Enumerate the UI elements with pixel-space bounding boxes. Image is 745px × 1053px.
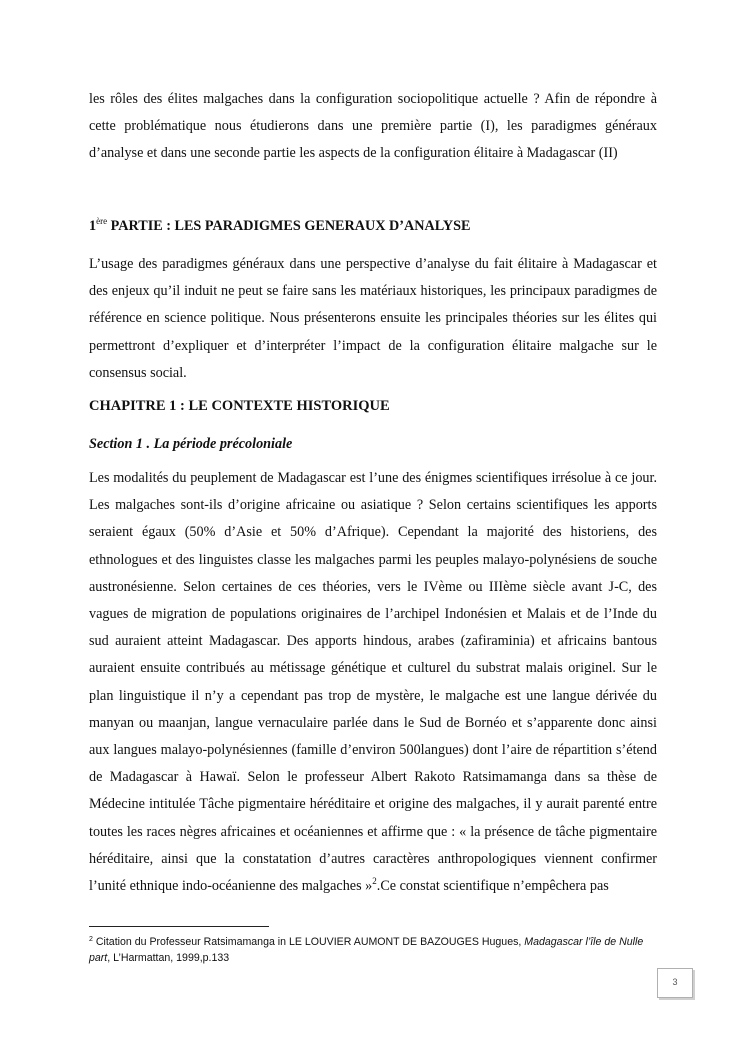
partie-title: PARTIE : LES PARADIGMES GENERAUX D’ANALYSE — [107, 218, 471, 234]
main-paragraph-text — [89, 465, 657, 900]
footnote-reference[interactable]: 2 — [372, 876, 377, 887]
partie-heading — [89, 216, 657, 236]
page-number: 3 — [672, 977, 678, 987]
intro-text: les rôles des élites malgaches dans la configuration sociopolitique actuelle ? Afin de répondre à cette problématique nous étudierons dans une première partie (I), les paradigmes généraux d’analyse et dans une seconde partie les aspects de la configuration élitaire à Madagascar (II) — [89, 91, 657, 162]
partie-superscript: ère — [96, 216, 108, 226]
section-heading: Section 1 . La période précoloniale — [89, 436, 293, 452]
intro-paragraph — [89, 86, 657, 168]
footnote-book-title: Madagascar l’île de Nulle part — [89, 936, 644, 964]
partie-number: 1 — [89, 218, 97, 234]
main-paragraph-tail: .Ce constat scientifique n’empêchera pas — [376, 878, 609, 895]
partie-paragraph-text: L’usage des paradigmes généraux dans une perspective d’analyse du fait élitaire à Madagascar et des enjeux qu’il induit ne peut se faire sans les matériaux historiques, les principaux paradigmes de référence en science politique. Nous présenterons ensuite les principales théories sur les élites qui permettront d’expliquer et d’interpréter l’impact de la configuration élitaire malgache sur le consensus social. — [89, 256, 657, 381]
main-paragraph — [89, 465, 657, 900]
main-paragraph-body: Les modalités du peuplement de Madagascar est l’une des énigmes scientifiques irrésolue à ce jour. Les malgaches sont-ils d’origine africaine ou asiatique ? Selon certains scientifiques les apports seraient égaux (50% d’Asie et 50% d’Afrique). Cependant la majorité des historiens, des ethnologues et des linguistes classe les malgaches parmi les peuples malayo-polynésiens de souche austronésienne. Selon certaines de ces théories, vers le IVème ou IIIème siècle avant J-C, des vagues de migration de populations originaires de l’archipel Indonésien et Malais et de l’Inde du sud auraient atteint Madagascar. Des apports hindous, arabes (zafiraminia) et africains bantous auraient ensuite contribués au métissage génétique et culturel du substrat malais originel. Sur le plan linguistique il n’y a cependant pas trop de mystère, le malgache est une langue dérivée du manyan ou maanjan, langue vernaculaire parlée dans le Sud de Bornéo et s’apparente donc ainsi aux langues malayo-polynésiennes (famille d’environ 500langues) dont l’aire de répartition s’étend de Madagascar à Hawaï. Selon le professeur Albert Rakoto Ratsimamanga dans sa thèse de Médecine intitulée Tâche pigmentaire héréditaire et origine des malgaches, il y aurait parenté entre toutes les races nègres africaines et océaniennes et affirme que : « la présence de tâche pigmentaire héréditaire, ainsi que la constatation d’autres caractères anthropologiques viennent confirmer l’unité ethnique indo-océanienne des malgaches » — [89, 470, 657, 895]
partie-paragraph — [89, 251, 657, 387]
footnote — [89, 934, 657, 966]
footnote-text-after: , L’Harmattan, 1999,p.133 — [107, 952, 230, 964]
page-number-box — [657, 968, 693, 998]
footnote-separator — [89, 926, 269, 927]
footnote-text-before: Citation du Professeur Ratsimamanga in LE LOUVIER AUMONT DE BAZOUGES Hugues, — [92, 936, 525, 948]
footnote-number: 2 — [89, 936, 93, 943]
chapitre-heading: CHAPITRE 1 : LE CONTEXTE HISTORIQUE — [89, 398, 390, 414]
